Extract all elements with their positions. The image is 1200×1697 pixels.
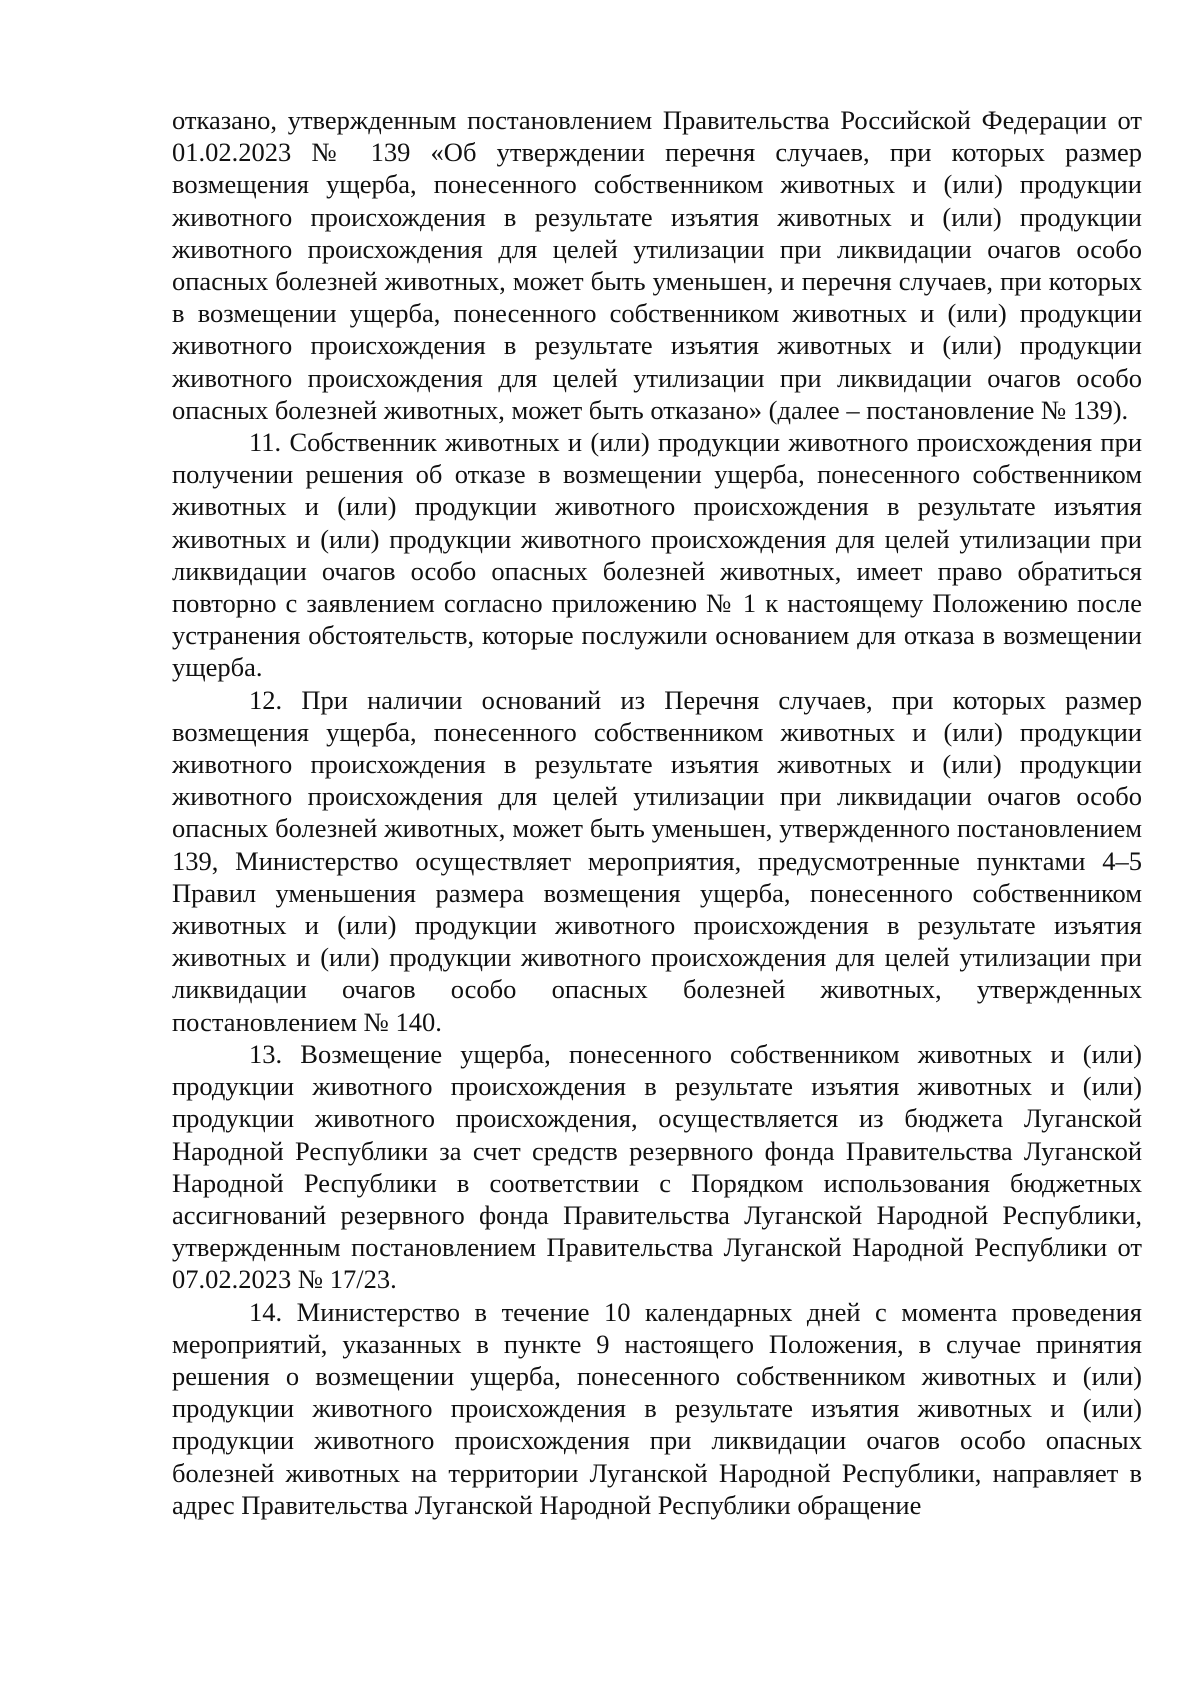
paragraph-continuation: отказано, утвержденным постановлением Правительства Российской Федерации от 01.02.2023 № 139 «Об утверждении перечня случаев, при которых размер возмещения ущерба, понесенного собственником животных и (или) продукции животного происхождения в результате изъятия животных и (или) продукции животного происхождения для целей утилизации при ликвидации очагов особо опасных болезней животных, может быть уменьшен, и перечня случаев, при которых в возмещении ущерба, понесенного собственником животных и (или) продукции животного происхождения в результате изъятия животных и (или) продукции животного происхождения для целей утилизации при ликвидации очагов особо опасных болезней животных, может быть отказано» (далее – постановление № 139). [172,105,1142,425]
paragraph-item-12: 12. При наличии оснований из Перечня случаев, при которых размер возмещения ущерба, понесенного собственником животных и (или) продукции животного происхождения в результате изъятия животных и (или) продукции животного происхождения для целей утилизации при ликвидации очагов особо опасных болезней животных, может быть уменьшен, утвержденного постановлением 139, Министерство осуществляет мероприятия, предусмотренные пунктами 4–5 Правил уменьшения размера возмещения ущерба, понесенного собственником животных и (или) продукции животного происхождения в результате изъятия животных и (или) продукции животного происхождения для целей утилизации при ликвидации очагов особо опасных болезней животных, утвержденных постановлением № 140. [172,684,1142,1037]
paragraph-item-11: 11. Собственник животных и (или) продукции животного происхождения при получении решения об отказе в возмещении ущерба, понесенного собственником животных и (или) продукции животного происхождения в результате изъятия животных и (или) продукции животного происхождения для целей утилизации при ликвидации очагов особо опасных болезней животных, имеет право обратиться повторно с заявлением согласно приложению № 1 к настоящему Положению после устранения обстоятельств, которые послужили основанием для отказа в возмещении ущерба. [172,427,1142,683]
paragraph-item-13: 13. Возмещение ущерба, понесенного собственником животных и (или) продукции животного происхождения в результате изъятия животных и (или) продукции животного происхождения, осуществляется из бюджета Луганской Народной Республики за счет средств резервного фонда Правительства Луганской Народной Республики в соответствии с Порядком использования бюджетных ассигнований резервного фонда Правительства Луганской Народной Республики, утвержденным постановлением Правительства Луганской Народной Республики от 07.02.2023 № 17/23. [172,1038,1142,1295]
paragraph-item-14: 14. Министерство в течение 10 календарных дней с момента проведения мероприятий, указанных в пункте 9 настоящего Положения, в случае принятия решения о возмещении ущерба, понесенного собственником животных и (или) продукции животного происхождения в результате изъятия животных и (или) продукции животного происхождения при ликвидации очагов особо опасных болезней животных на территории Луганской Народной Республики, направляет в адрес Правительства Луганской Народной Республики обращение [172,1296,1142,1520]
document-page [172,104,1142,1521]
